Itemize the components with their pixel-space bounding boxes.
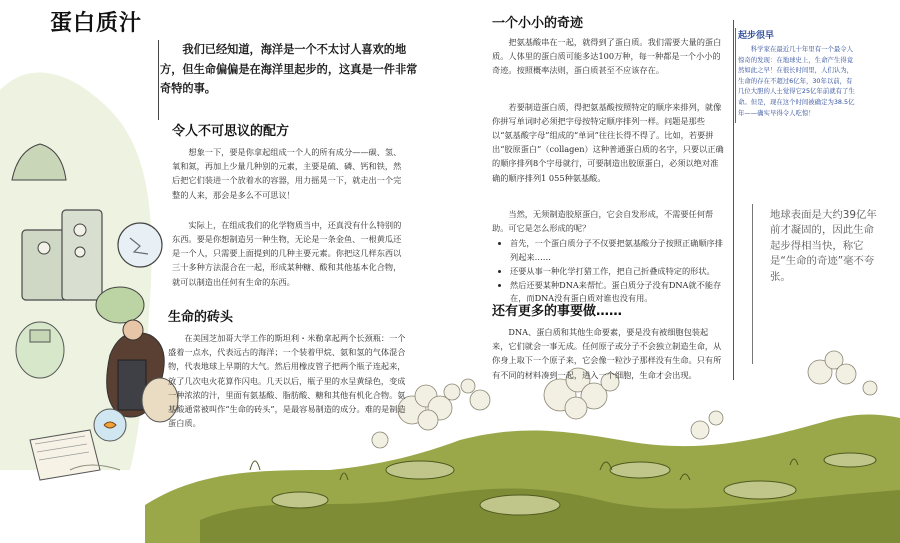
section-small-miracle: [492, 12, 724, 306]
section-paragraph: 把氨基酸串在一起，就得到了蛋白质。我们需要大量的蛋白质。人体里的蛋白质可能多达100万种，每一种都是一个小小的奇迹。按照概率法则，蛋白质甚至不应该存在。: [492, 37, 722, 76]
sidebar-title: 起步很早: [738, 31, 775, 41]
lab-illustration: [0, 73, 178, 480]
section-paragraph: 若要制造蛋白质，得把氨基酸按照特定的顺序来排列，就像你拼写单词时必须把字母按特定顺序排列一样。问题是那些以“氨基酸字母”组成的“单词”往往长得不得了。比如，若要拼出“胶原蛋白”（collagen）这种普通蛋白质的名字，只要以正确的顺序排列8个字母就行，可要制造出胶原蛋白，必须以绝对准确的顺序排列1 055种氨基酸。: [492, 101, 724, 183]
page-title: 蛋白质汁: [50, 11, 143, 36]
pull-quote-rule: [752, 204, 753, 364]
list-item: • 首先，一个蛋白质分子不仅要把氨基酸分子按照正确顺序排列起来……: [510, 237, 724, 265]
bullet-list: [492, 237, 724, 306]
section-paragraph: 在美国芝加哥大学工作的斯坦利・米勒拿起两个长颈瓶：一个盛着一点水，代表远古的海洋；一个装着甲烷、氨和氢的气体混合物，代表地球上早期的大气。然后用橡皮管子把两个瓶子连起来，放了几次电火花算作闪电。几天以后，瓶子里的水呈黄绿色，变成一种浓浓的汁，里面有氨基酸、脂肪酸、糖和其他有机化合物。氨基酸通常被叫作“生命的砖头”，是最容易制造的成分。难的是制造蛋白质。: [168, 333, 406, 429]
section-recipe: [172, 120, 408, 289]
section-paragraph: 实际上，在组成我们的化学物质当中，还真没有什么特别的东西。要是你想制造另一种生物，无论是一条金鱼、一根黄瓜还是一个人，只需要上面提到的几种主要元素。你把这几样东西以三十多种方法混合在一起，形成某种糖、酸和其他基本化合物，就可以制造出任何有生命的东西。: [172, 219, 402, 287]
section-heading: 生命的砖头: [168, 310, 234, 325]
intro-paragraph: 我们已经知道，海洋是一个不太讨人喜欢的地方，但生命偏偏是在海洋里起步的，这真是一件非常奇特的事。: [160, 43, 418, 95]
section-paragraph: 当然，无须制造胶原蛋白，它会自发形成，不需要任何帮助。可它是怎么形成的呢？: [492, 208, 714, 234]
pull-quote: 地球表面是大约39亿年前才凝固的，因此生命起步得相当快，称它是“生命的奇迹”毫不夸张。: [770, 209, 877, 283]
section-paragraph: 想象一下，要是你拿起组成一个人的所有成分——碳、氢、氧和氮，再加上少量几种别的元素，主要是硫、磷、钙和铁，然后把它们装进一个放着水的容器，用力摇晃一下，就走出一个完整的人来，那会是多么不可思议！: [172, 147, 402, 200]
sidebar-rule: [735, 28, 736, 123]
list-item: • 然后还要某种DNA来帮忙。蛋白质分子没有DNA就不能存在，而DNA没有蛋白质对谁也没有用。: [510, 279, 724, 307]
section-paragraph: DNA、蛋白质和其他生命要素，要是没有被细胞包装起来，它们就会一事无成。任何原子或分子不会独立制造生命，从你身上取下一个原子来，它会像一粒沙子那样没有生命。只有所有不同的材料凑到一起，进入一个细胞，生命才会出现。: [492, 327, 722, 380]
column-rule: [733, 20, 734, 380]
section-building-blocks: [168, 306, 406, 430]
section-heading: 还有更多的事要做……: [492, 304, 623, 319]
sidebar-text: 科学家在最近几十年里有一个最令人惊奇的发现：在地球史上，生命产生得竟然如此之早！在很长时间里，人们认为，生命的存在不超过6亿年，30年以前，有几位大胆的人士觉得它25亿年前就有了生命。但是，现在这个时间被确定为38.5亿年——确实早得令人吃惊！: [738, 45, 855, 117]
list-item: • 还要从事一种化学打猎工作，把自己折叠成特定的形状。: [510, 265, 724, 279]
section-more-to-do: [492, 300, 724, 382]
section-heading: 令人不可思议的配方: [172, 124, 290, 139]
intro-rule: [158, 40, 159, 120]
section-heading: 一个小小的奇迹: [492, 16, 584, 31]
